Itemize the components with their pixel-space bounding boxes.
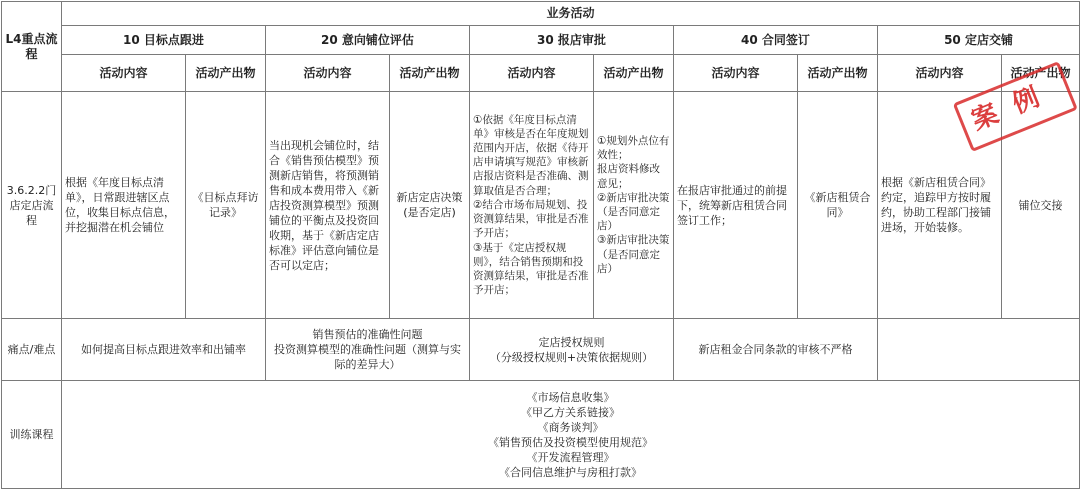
phase-50-content: 根据《新店租赁合同》约定，追踪甲方按时履约，协助工程部门接铺进场，开始装修。 <box>878 92 1002 319</box>
col-content-header: 活动内容 <box>878 55 1002 92</box>
phase-40-pain: 新店租金合同条款的审核不严格 <box>674 319 878 381</box>
phase-20-title: 20 意向铺位评估 <box>266 26 470 55</box>
process-table-page <box>0 1 1080 493</box>
col-content-header: 活动内容 <box>62 55 186 92</box>
stamp-text: 案例 <box>967 75 1061 137</box>
training-courses: 《市场信息收集》 《甲乙方关系链接》 《商务谈判》 《销售预估及投资模型使用规范》 《开发流程管理》 《合同信息维护与房租打款》 <box>62 381 1080 489</box>
training-label: 训练课程 <box>2 381 62 489</box>
phase-10-pain: 如何提高目标点跟进效率和出铺率 <box>62 319 266 381</box>
col-output-header: 活动产出物 <box>1002 55 1080 92</box>
phase-20-content: 当出现机会铺位时，结合《销售预估模型》预测新店销售，将预测销售和成本费用带入《新店投资测算模型》预测铺位的平衡点及投资回收期，基于《新店定店标准》评估意向铺位是否可以定店； <box>266 92 390 319</box>
phase-40-title: 40 合同签订 <box>674 26 878 55</box>
col-output-header: 活动产出物 <box>594 55 674 92</box>
process-name-cell: 3.6.2.2门店定店流程 <box>2 92 62 319</box>
process-label-cell: L4重点流程 <box>2 2 62 92</box>
phase-40-output: 《新店租赁合同》 <box>798 92 878 319</box>
phase-40-content: 在报店审批通过的前提下，统筹新店租赁合同签订工作； <box>674 92 798 319</box>
phase-20-pain: 销售预估的准确性问题 投资测算模型的准确性问题（测算与实际的差异大） <box>266 319 470 381</box>
phase-50-pain <box>878 319 1080 381</box>
phase-10-title: 10 目标点跟进 <box>62 26 266 55</box>
col-output-header: 活动产出物 <box>390 55 470 92</box>
phase-20-output: 新店定店决策(是否定店) <box>390 92 470 319</box>
col-output-header: 活动产出物 <box>186 55 266 92</box>
pain-label: 痛点/难点 <box>2 319 62 381</box>
phase-10-output: 《目标点拜访记录》 <box>186 92 266 319</box>
phase-50-output: 铺位交接 <box>1002 92 1080 319</box>
phase-30-title: 30 报店审批 <box>470 26 674 55</box>
phase-50-title: 50 定店交铺 <box>878 26 1080 55</box>
col-output-header: 活动产出物 <box>798 55 878 92</box>
phase-30-pain: 定店授权规则 （分级授权规则+决策依据规则） <box>470 319 674 381</box>
business-activity-header: 业务活动 <box>62 2 1080 26</box>
col-content-header: 活动内容 <box>266 55 390 92</box>
col-content-header: 活动内容 <box>470 55 594 92</box>
phase-10-content: 根据《年度目标点清单》，日常跟进辖区点位，收集目标点信息，并挖掘潜在机会铺位 <box>62 92 186 319</box>
phase-30-content: ①依据《年度目标点清单》审核是否在年度规划范围内开店，依据《待开店申请填写规范》审核新店报店资料是否准确、测算取值是否合理； ②结合市场布局规划、投资测算结果，审批是否准予开店； ③基于《定店授权规则》，结合销售预期和投资测算结果，审批是否准予开店； <box>470 92 594 319</box>
col-content-header: 活动内容 <box>674 55 798 92</box>
process-table <box>1 1 1080 489</box>
phase-30-output: ①规划外点位有效性； 报店资料修改意见； ②新店审批决策 （是否同意定店） ③新店审批决策 （是否同意定店） <box>594 92 674 319</box>
